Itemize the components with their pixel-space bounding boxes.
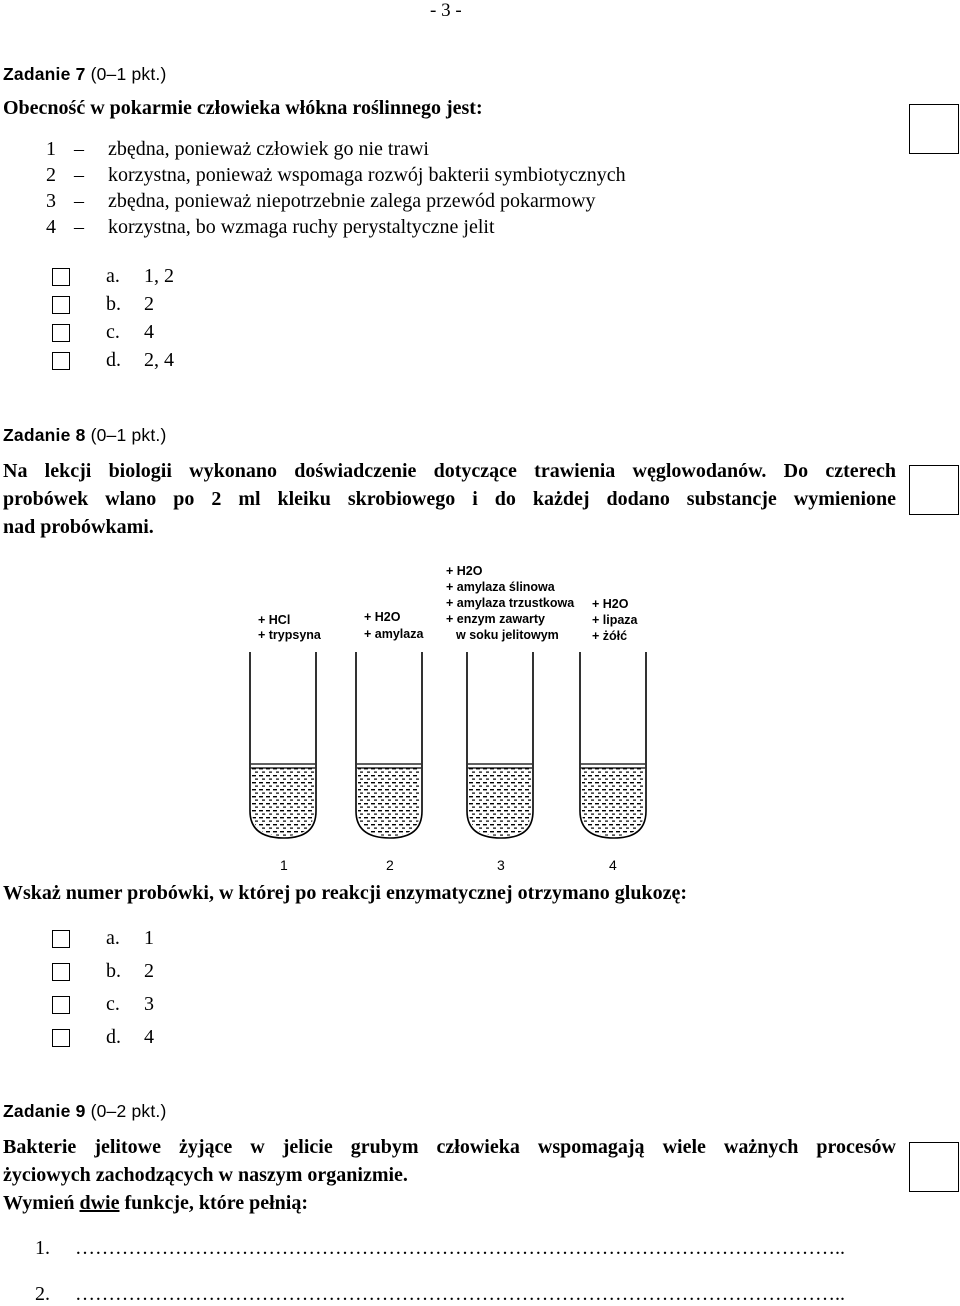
task8-intro-line: probówek wlano po 2 ml kleiku skrobiowego i do każdej dodano substancje wymienione <box>3 488 896 510</box>
option-row <box>0 262 400 290</box>
task8-points: (0–1 pkt.) <box>90 425 167 445</box>
answer-number: 1. <box>35 1237 50 1259</box>
answer-line-2[interactable] <box>35 1283 845 1306</box>
task7-question: Obecność w pokarmie człowieka włókna roślinnego jest: <box>3 97 483 119</box>
option-value: 1, 2 <box>144 265 174 287</box>
statement-dash: – <box>74 138 84 160</box>
option-letter: c. <box>106 321 120 343</box>
statement-number: 2 <box>46 164 56 186</box>
task7-points: (0–1 pkt.) <box>90 64 167 84</box>
task8-question: Wskaż numer probówki, w której po reakcji enzymatycznej otrzymano glukozę: <box>3 882 688 904</box>
option-c-checkbox[interactable] <box>52 324 70 342</box>
option-row <box>0 922 400 955</box>
page-number: - 3 - <box>430 0 462 21</box>
tube2-label: + H2O <box>364 610 401 624</box>
task8-options <box>0 922 400 1054</box>
task8-intro-line: nad probówkami. <box>3 516 154 538</box>
option-letter: d. <box>106 349 121 371</box>
tube3-label: + amylaza trzustkowa <box>446 596 575 610</box>
statement-text: zbędna, ponieważ niepotrzebnie zalega przewód pokarmowy <box>108 190 596 212</box>
option-letter: b. <box>106 293 121 315</box>
tube-number: 4 <box>609 857 617 873</box>
option-value: 4 <box>144 321 154 343</box>
test-tube-4 <box>580 652 646 838</box>
task8-header <box>3 425 167 446</box>
task9-header <box>3 1101 167 1122</box>
option-letter: a. <box>106 927 120 949</box>
tube3-label: w soku jelitowym <box>456 628 559 642</box>
task9-title: Zadanie 9 <box>3 1101 86 1121</box>
option-value: 3 <box>144 993 154 1015</box>
statement-text: korzystna, bo wzmaga ruchy perystaltyczne jelit <box>108 216 495 238</box>
statement-dash: – <box>74 164 84 186</box>
option-a-checkbox[interactable] <box>52 268 70 286</box>
option-row <box>0 318 400 346</box>
option-value: 2, 4 <box>144 349 174 371</box>
option-d-checkbox[interactable] <box>52 352 70 370</box>
answer-dots: …………………………………………………………………………………………………….. <box>75 1283 845 1305</box>
statement-number: 1 <box>46 138 56 160</box>
tube4-label: + H2O <box>592 597 629 611</box>
task8-intro <box>3 457 896 541</box>
tube3-label: + amylaza ślinowa <box>446 580 555 594</box>
task9-points: (0–2 pkt.) <box>90 1101 167 1121</box>
task9-intro <box>3 1133 896 1217</box>
option-letter: d. <box>106 1026 121 1048</box>
option-a-checkbox[interactable] <box>52 930 70 948</box>
instruction-text: funkcje, które pełnią: <box>119 1192 308 1214</box>
answer-number: 2. <box>35 1283 50 1305</box>
option-value: 4 <box>144 1026 154 1048</box>
statement-number: 3 <box>46 190 56 212</box>
statement-dash: – <box>74 190 84 212</box>
instruction-emphasis: dwie <box>79 1192 120 1214</box>
statement-text: zbędna, ponieważ człowiek go nie trawi <box>108 138 429 160</box>
tube1-label: + trypsyna <box>258 628 321 642</box>
tube3-label: + H2O <box>446 564 483 578</box>
task8-intro-line: Na lekcji biologii wykonano doświadczenie dotyczące trawienia węglowodanów. Do czterech <box>3 460 896 482</box>
statement-row <box>0 136 860 162</box>
statement-dash: – <box>74 216 84 238</box>
tube3-label: + enzym zawarty <box>446 612 546 626</box>
test-tubes-diagram <box>230 556 670 876</box>
option-value: 1 <box>144 927 154 949</box>
option-b-checkbox[interactable] <box>52 296 70 314</box>
tube2-label: + amylaza <box>364 627 424 641</box>
instruction-text: Wymień <box>3 1192 80 1214</box>
statement-row <box>0 188 860 214</box>
tube4-label: + lipaza <box>592 613 638 627</box>
task7-header <box>3 64 167 85</box>
test-tube-2 <box>356 652 422 838</box>
option-letter: a. <box>106 265 120 287</box>
tube-number: 3 <box>497 857 505 873</box>
option-b-checkbox[interactable] <box>52 963 70 981</box>
option-row <box>0 1021 400 1054</box>
statement-text: korzystna, ponieważ wspomaga rozwój bakterii symbiotycznych <box>108 164 626 186</box>
option-row <box>0 290 400 318</box>
answer-dots: …………………………………………………………………………………………………….. <box>75 1237 845 1259</box>
option-letter: b. <box>106 960 121 982</box>
test-tube-3 <box>467 652 533 838</box>
option-value: 2 <box>144 960 154 982</box>
statement-row <box>0 162 860 188</box>
tube-number: 2 <box>386 857 394 873</box>
tube4-label: + żółć <box>592 629 628 643</box>
option-row <box>0 988 400 1021</box>
task9-intro-line: Bakterie jelitowe żyjące w jelicie grubym człowieka wspomagają wiele ważnych procesów <box>3 1136 896 1158</box>
test-tube-1 <box>250 652 316 838</box>
task9-score-box[interactable] <box>909 1142 959 1192</box>
option-row <box>0 955 400 988</box>
option-d-checkbox[interactable] <box>52 1029 70 1047</box>
task8-score-box[interactable] <box>909 465 959 515</box>
option-letter: c. <box>106 993 120 1015</box>
task7-title: Zadanie 7 <box>3 64 86 84</box>
option-c-checkbox[interactable] <box>52 996 70 1014</box>
option-row <box>0 346 400 374</box>
task7-statements <box>0 136 860 240</box>
answer-line-1[interactable] <box>35 1237 845 1260</box>
task7-options <box>0 262 400 374</box>
statement-row <box>0 214 860 240</box>
statement-number: 4 <box>46 216 56 238</box>
task9-instruction <box>3 1189 896 1217</box>
task9-intro-line: życiowych zachodzących w naszym organizmie. <box>3 1164 408 1186</box>
task7-score-box[interactable] <box>909 104 959 154</box>
tube1-label: + HCl <box>258 613 291 627</box>
task8-title: Zadanie 8 <box>3 425 86 445</box>
option-value: 2 <box>144 293 154 315</box>
tube-number: 1 <box>280 857 288 873</box>
